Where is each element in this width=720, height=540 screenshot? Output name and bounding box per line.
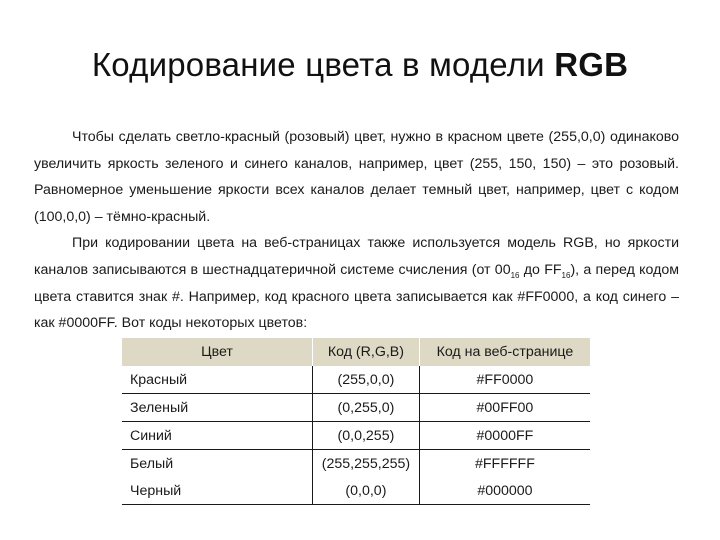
cell-rgb-code: (255,255,255): [313, 450, 420, 478]
paragraph-2-part-3: ), а перед кодом цвета ставится знак #. Например, код красного цвета записывается как #FF0000, а код синего – как #0000FF. Вот коды некоторых цветов:: [34, 261, 679, 332]
title-bold: RGB: [554, 46, 629, 83]
table-row: [122, 366, 590, 394]
cell-color-name: Красный: [130, 371, 188, 388]
subscript-16-b: 16: [561, 270, 571, 280]
cell-web-code: #FFFFFF: [419, 450, 590, 478]
cell-color-name: Белый: [130, 455, 174, 472]
cell-rgb-code: (0,0,255): [313, 422, 420, 450]
cell-color-name: Синий: [130, 427, 172, 444]
table-row: [122, 422, 590, 450]
cell-web-code: #00FF00: [419, 394, 590, 422]
cell-web-code: #000000: [419, 477, 590, 505]
cell-web-code: #FF0000: [419, 366, 590, 394]
header-web-code: Код на веб-странице: [419, 338, 590, 366]
header-color: Цвет: [122, 338, 313, 366]
title-main: Кодирование цвета в модели: [91, 46, 555, 83]
cell-color-name: Зеленый: [130, 399, 189, 416]
table-header-row: [122, 338, 590, 366]
paragraph-1: Чтобы сделать светло-красный (розовый) цвет, нужно в красном цвете (255,0,0) одинаково увеличить яркость зеленого и синего каналов, например, цвет (255, 150, 150) – это розовый. Равномерное уменьшение яркости всех каналов делает темный цвет, например, цвет с кодом (100,0,0) – тёмно-красный.: [34, 129, 679, 225]
cell-rgb-code: (0,255,0): [313, 394, 420, 422]
paragraph-2: [34, 230, 679, 336]
table-row: [122, 394, 590, 422]
header-rgb-code: Код (R,G,B): [313, 338, 420, 366]
paragraph-2-part-2: до FF: [519, 261, 562, 278]
paragraph-2-part-1: При кодировании цвета на веб-страницах также используется модель RGB, но яркости каналов записываются в шестнадцатеричной системе счисления (от 00: [34, 235, 679, 278]
table-row: [122, 450, 590, 478]
cell-rgb-code: (0,0,0): [313, 477, 420, 505]
color-codes-table: [122, 338, 590, 505]
table-row: [122, 477, 590, 505]
cell-web-code: #0000FF: [419, 422, 590, 450]
cell-rgb-code: (255,0,0): [313, 366, 420, 394]
subscript-16-a: 16: [510, 270, 520, 280]
cell-color-name: Черный: [130, 482, 182, 499]
body-text: [34, 124, 679, 337]
slide-title: [0, 46, 720, 84]
